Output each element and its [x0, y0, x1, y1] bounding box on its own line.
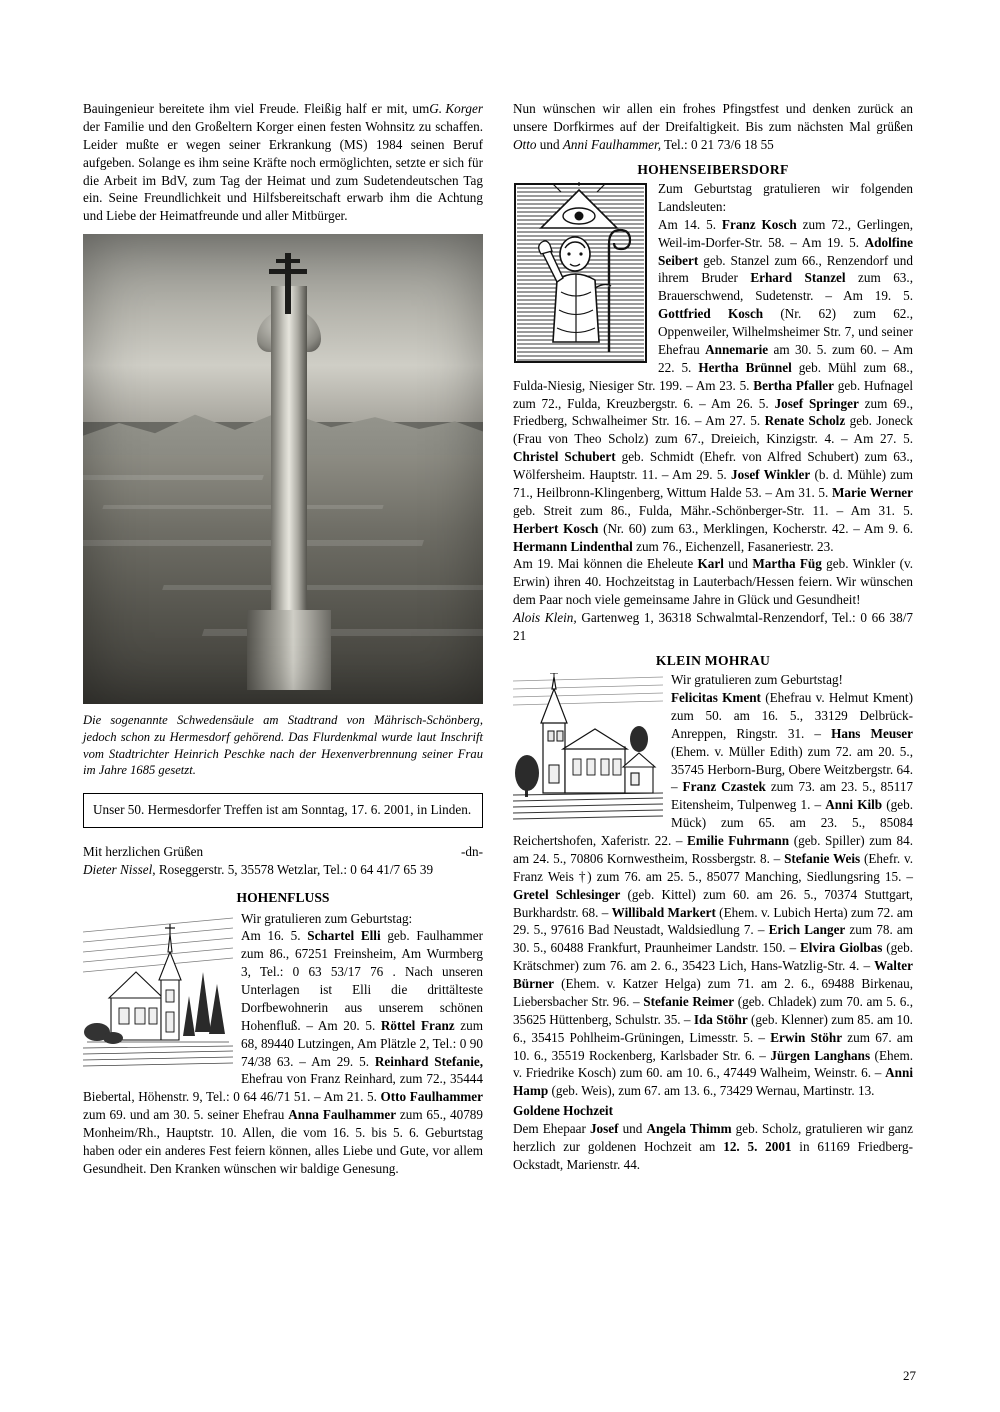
- photo-vignette: [83, 234, 483, 704]
- section-heading-hohenseibersdorf: HOHENSEIBERSDORF: [637, 161, 789, 177]
- article-signature: G. Korger: [429, 101, 483, 116]
- closing-initials: -dn-: [461, 844, 483, 860]
- photo-caption: Die sogenannte Schwedensäule am Stadtrand von Mährisch-Schönberg, jedoch schon zu Hermesdorf gehörend. Das Flurdenkmal wurde laut Inschrift vom Stadtrichter Heinrich Peschke nach der Hexenverbrennung seiner Frau im Jahre 1685 gesetzt.: [83, 713, 483, 778]
- chapel-illustration: [83, 912, 233, 1072]
- closing-sender-address: , Roseggerstr. 5, 35578 Wetzlar, Tel.: 0 64 41/7 65 39: [152, 862, 434, 878]
- closing-greeting-line: [83, 843, 483, 861]
- goldene-hochzeit-body: Dem Ehepaar Josef und Angela Thimm geb. Scholz, gratulieren wir ganz herzlich zur goldenen Hochzeit am 12. 5. 2001 in 61169 Friedberg-Ockstadt, Marienstr. 44.: [513, 1121, 913, 1172]
- woodcut-bishop-svg: [513, 182, 648, 364]
- notice-text: Unser 50. Hermesdorfer Treffen ist am Sonntag, 17. 6. 2001, in Linden.: [93, 802, 472, 818]
- klein-mohrau-section: [513, 671, 913, 1100]
- section-heading-hohenfluss: HOHENFLUSS: [236, 890, 330, 906]
- right-column: [513, 100, 913, 1174]
- klein-mohrau-body: Wir gratulieren zum Geburtstag! Felicitas Kment (Ehefrau v. Helmut Kment) zum 50. am 16. 5., 33129 Delbrück-Anreppen, Ringstr. 31. – Hans Meuser (Ehem. v. Müller Edith) zum 72. am 20. 5., 35745 Herborn-Burg, Obere Weitzbergstr. 64. – Franz Czastek zum 73. am 23. 5., 85117 Eitensheim, Tulpenweg 1. – Anni Kilb (geb. Mück) zum 65. am 23. 5., 85084 Reichertshofen, Xaferistr. 22. – Emilie Fuhrmann (geb. Spiller) zum 84. am 24. 5., 70806 Kornwestheim, Rossbergstr. 8. – Stefanie Weis (Ehefr. v. Franz Weis †) zum 76. am 25. 5., 85077 Manching, Siedlungsring 15. – Gretel Schlesinger (geb. Kittel) zum 60. am 26. 5., 70374 Stuttgart, Burkhardstr. 68. – Willibald Markert (Ehem. v. Lubich Herta) zum 72. am 29. 5., 97616 Bad Neustadt, Waldsiedlung 7. – Erich Langer zum 78. am 30. 5., 60488 Frankfurt, Praunheimer Landstr. 150. – Elvira Giolbas (geb. Krätschmer) zum 76. am 2. 6., 35423 Lich, Hans-Watzlig-Str. 4. – Walter Bürner (Ehem. v. Katzer Helga) zum 71. am 2. 6., 69488 Birkenau, Liebersbacher Str. 96. – Stefanie Reimer (geb. Chladek) zum 70. am 5. 6., 35625 Hüttenberg, Schulstr. 35. – Ida Stöhr (geb. Klenner) zum 85. am 10. 6., 35415 Pohlheim-Grüningen, Limesstr. 5. – Erwin Stöhr zum 67. am 10. 6., 35519 Rockenberg, Karlsbader Str. 6. – Jürgen Langhans (Ehem. v. Friedrike Kosch) zum 60. am 10. 6., 47449 Walheim, Weinstr. 6. – Anni Hamp (geb. Weis), zum 67. am 13. 6., 73429 Wernau, Martinstr. 13.: [513, 672, 914, 1099]
- article-continuation-paragraph: [83, 100, 483, 225]
- intro-paragraph: Nun wünschen wir allen ein frohes Pfingstfest und denken zurück an unsere Dorfkirmes auf der Dreifaltigkeit. Bis zum nächsten Mal grüßen Otto und Anni Faulhammer, Tel.: 0 21 73/6 18 55: [513, 101, 913, 152]
- closing-greeting: Mit herzlichen Grüßen: [83, 844, 204, 860]
- article-continuation-text: Bauingenieur bereitete ihm viel Freude. Fleißig half er mit, um der Familie und den Großeltern Korger einen festen Wohnsitz zu schaffen. Leider mußte er wegen seiner Erkrankung (MS) 1984 seinen Beruf aufgeben. Solange es ihm seine Kräfte noch ermöglichten, setzte er sich für die Arbeit im BdV, zum Tag der Heimat und zum Sudetendeutschen Tag ein. Seine Freundlichkeit und Hilfsbereitschaft erwarb ihm die Achtung und Liebe der Heimatfreunde und aller Mitbürger.: [83, 101, 483, 224]
- goldene-hochzeit-subheading: Goldene Hochzeit: [513, 1103, 613, 1119]
- hohenseibersdorf-section: [513, 180, 913, 609]
- page-number: 27: [903, 1368, 916, 1383]
- village-church-svg: [513, 673, 663, 821]
- left-column: [83, 100, 483, 1178]
- hohenseibersdorf-contact: Alois Klein, Gartenweg 1, 36318 Schwalmtal-Renzendorf, Tel.: 0 66 38/7 21: [513, 610, 913, 643]
- notice-box: [83, 793, 483, 828]
- schwedensaeule-photo: [83, 234, 483, 704]
- chapel-illustration-svg: [83, 912, 233, 1072]
- hohenfluss-body: Wir gratulieren zum Geburtstag: Am 16. 5. Schartel Elli geb. Faulhammer zum 86., 67251 Freinsheim, Am Wurmberg 3, Tel.: 0 63 53/17 76 . Nach unseren Unterlagen ist Elli die drittälteste Dorfbewohnerin aus unserem schönen Hohenfluß. – Am 20. 5. Röttel Franz zum 68, 89440 Lutzingen, Am Plätzle 2, Tel.: 0 90 74/38 63. – Am 29. 5. Reinhard Stefanie, Ehefrau von Franz Reinhard, zum 72., 35444 Biebertal, Höhenstr. 9, Tel.: 0 64 46/71 51. – Am 21. 5. Otto Faulhammer zum 69. und am 30. 5. seiner Ehefrau Anna Faulhammer zum 65., 40789 Monheim/Rh., Hauptstr. 10. Allen, die vom 16. 5. bis 5. 6. Geburtstag haben oder ein anderes Fest feiern können, alles Liebe und Gute, vor allem Gesundheit. Den Kranken wünschen wir baldige Genesung.: [83, 910, 484, 1176]
- closing-sender-line: [83, 861, 483, 879]
- section-heading-klein-mohrau: KLEIN MOHRAU: [655, 652, 771, 668]
- woodcut-bishop-illustration: [513, 182, 648, 364]
- hohenseibersdorf-body: Zum Geburtstag gratulieren wir folgenden Landsleuten: Am 14. 5. Franz Kosch zum 72., Gerlingen, Weil-im-Dorfer-Str. 58. – Am 19. 5. Adolfine Seibert geb. Stanzel zum 66., Renzendorf und ihrem Bruder Erhard Stanzel zum 63., Brauerschwend, Sudetenstr. – Am 19. 5. Gottfried Kosch (Nr. 62) zum 62., Oppenweiler, Wilhelmsheimer Str. 7, und seiner Ehefrau Annemarie am 30. 5. zum 60. – Am 22. 5. Hertha Brünnel geb. Mühl zum 68., Fulda-Niesig, Niesiger Str. 199. – Am 23. 5. Bertha Pfaller geb. Hufnagel zum 72., Fulda, Kreuzbergstr. 6. – Am 26. 5. Josef Springer zum 69., Friedberg, Schwalheimer Str. 16. – Am 27. 5. Renate Scholz geb. Joneck (Frau von Theo Scholz) zum 67., Dreieich, Kinzigstr. 4. – Am 27. 5. Christel Schubert geb. Schmidt (Ehefr. von Alfred Schubert) zum 63., Wölfersheim. Hauptstr. 11. – Am 29. 5. Josef Winkler (b. d. Mühle) zum 71., Heilbronn-Klingenberg, Wittum Halde 53. – Am 31. 5. Marie Werner geb. Streit zum 86., Fulda, Mähr.-Schönberger-Str. 11. – Am 31. 5. Herbert Kosch (Nr. 60) zum 63., Merklingen, Kocherstr. 42. – Am 9. 6. Hermann Lindenthal zum 76., Eichenzell, Fasaneriestr. 23. Am 19. Mai können die Eheleute Karl und Martha Füg geb. Winkler (v. Erwin) ihren 40. Hochzeitstag in Lauterbach/Hessen feiern. Wir wünschen dem Paar noch viele gemeinsame Jahre in Glück und Gesundheit!: [513, 181, 914, 608]
- closing-sender-name: Dieter Nissel: [83, 862, 153, 878]
- closing-block: [83, 843, 483, 879]
- village-church-illustration: [513, 673, 663, 821]
- hohenfluss-section: [83, 910, 483, 1178]
